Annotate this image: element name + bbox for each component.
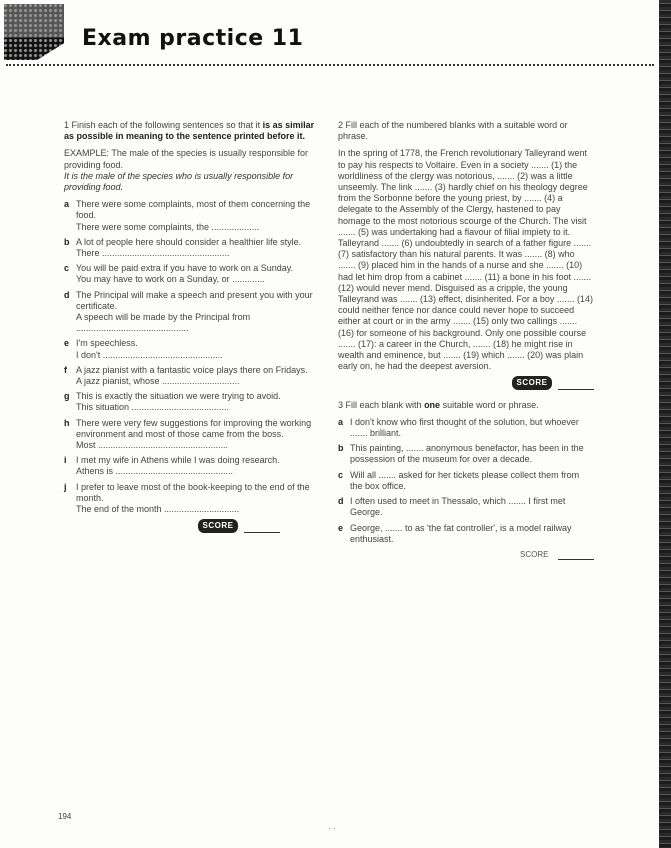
- example-block: [64, 148, 320, 193]
- example-answer: It is the male of the species who is usually responsible for providing food.: [64, 170, 294, 193]
- example-text: The male of the species is usually responsible for providing food.: [64, 148, 308, 170]
- score-badge: SCORE: [198, 519, 239, 532]
- item-answer-prompt: This situation .......................................: [76, 402, 230, 413]
- item-text: I'm speechless.: [76, 338, 138, 349]
- item-letter: c: [64, 263, 70, 274]
- item-text: The Principal will make a speech and present you with your certificate.: [76, 289, 313, 311]
- scan-artifact: · ·: [328, 824, 336, 833]
- item-letter: d: [338, 496, 344, 507]
- item-text: This is exactly the situation we were trying to avoid.: [76, 391, 281, 402]
- question-item-i: [64, 455, 320, 477]
- score-badge: SCORE: [520, 549, 549, 559]
- item-letter: b: [64, 236, 70, 247]
- section-1-score: [64, 519, 280, 532]
- question-item-e: [64, 338, 320, 360]
- page-number: 194: [58, 812, 72, 821]
- section-3-item-d: [338, 496, 594, 518]
- item-letter: g: [64, 391, 70, 402]
- item-answer-prompt: There ...................................................: [76, 248, 230, 259]
- instruction-text: 1 Finish each of the following sentences so that it: [64, 120, 261, 130]
- cloze-passage: In the spring of 1778, the French revolutionary Talleyrand went to pay his respects to Voltaire. Even in a society ....... (1) the worldliness of the clergy was notorious, ....... (2) was a little unseemly. The link ....... (3) hardly chief on his theology degree from the Sorbonne before the young priest, by ....... (4) a delegate to the Assembly of the Clergy, hastened to pay homage to the most notorious scourge of the Church. The visit ....... (5) was undertaking had a flavour of filial impiety to it. Talleyrand ....... (6) undoubtedly in search of a father figure ....... (7) satisfactory than his natural parents. It was ....... (8) who ....... (9) placed him in the hands of a nurse and she ....... (10) had let him drop from a cabinet ....... (11) a bone in his foot ....... (12) would never mend. Disguised as a cripple, the young Talleyrand was ....... (13) effect, disinherited. For a boy ....... (14) could neither fence nor dance could never hope to succeed either at court or in the army ....... (15) only two callings ....... (16) for someone of his background. Only one possible course ....... (17): a career in the Church, ....... (18) he might rise in wealth and eminence, but ....... (19) which ....... (20) was plain early on, he had the deepest aversion.: [338, 148, 593, 372]
- item-answer-prompt: A speech will be made by the Principal from .............................................: [76, 312, 251, 334]
- item-letter: d: [64, 289, 70, 300]
- item-text: I prefer to leave most of the book-keeping to the end of the month.: [76, 481, 310, 503]
- section-1: [64, 120, 320, 533]
- question-item-g: [64, 391, 320, 413]
- item-text: Will all ....... asked for her tickets please collect them from the box office.: [350, 469, 580, 491]
- question-item-a: [64, 199, 320, 233]
- item-answer-prompt: The end of the month ..............................: [76, 504, 240, 515]
- scan-edge-shadow: [659, 0, 671, 848]
- question-item-b: [64, 237, 320, 259]
- score-badge: SCORE: [512, 376, 553, 389]
- instruction-text: 3 Fill each blank with: [338, 399, 422, 410]
- corner-decoration: [4, 4, 64, 60]
- item-letter: j: [64, 481, 67, 492]
- title-divider: [6, 64, 654, 66]
- item-text: There were very few suggestions for improving the working environment and most of those came from the boss.: [76, 417, 312, 439]
- page-title: Exam practice 11: [82, 26, 304, 51]
- item-text: I don't know who first thought of the solution, but whoever ....... brilliant.: [350, 416, 579, 439]
- section-3-item-c: [338, 470, 594, 492]
- item-letter: c: [338, 469, 344, 480]
- score-blank: [244, 532, 280, 533]
- item-letter: e: [64, 338, 70, 349]
- item-letter: b: [338, 443, 344, 454]
- question-item-f: [64, 365, 320, 387]
- question-item-j: [64, 482, 320, 516]
- item-letter: h: [64, 417, 70, 428]
- item-answer-prompt: Athens is ...............................................: [76, 466, 234, 477]
- item-letter: i: [64, 455, 67, 466]
- section-3-item-a: [338, 417, 594, 439]
- item-text: This painting, ....... anonymous benefactor, has been in the possession of the museum for over a decade.: [350, 443, 584, 465]
- section-2-3: [338, 120, 594, 570]
- item-text: A jazz pianist with a fantastic voice plays there on Fridays.: [76, 364, 308, 375]
- instruction-bold: is as similar as possible in meaning to the sentence printed before it.: [64, 120, 315, 142]
- example-label: EXAMPLE:: [64, 148, 110, 159]
- question-item-d: [64, 290, 320, 335]
- section-2-instruction: 2 Fill each of the numbered blanks with a suitable word or phrase.: [338, 120, 568, 142]
- section-2-score: [338, 376, 594, 389]
- section-3-item-b: [338, 443, 594, 465]
- item-letter: f: [64, 364, 67, 375]
- item-letter: e: [338, 522, 344, 533]
- item-text: There were some complaints, most of them concerning the food.: [76, 199, 311, 221]
- item-text: I often used to meet in Thessalo, which ....... I first met George.: [350, 496, 566, 518]
- section-3-item-e: [338, 523, 594, 545]
- item-text: I met my wife in Athens while I was doing research.: [76, 455, 280, 466]
- item-letter: a: [338, 416, 344, 427]
- score-blank: [558, 559, 594, 560]
- item-text: You will be paid extra if you have to work on a Sunday.: [76, 263, 294, 274]
- item-text: George, ....... to as 'the fat controller', is a model railway enthusiast.: [350, 522, 572, 544]
- section-3-instruction: [338, 400, 594, 411]
- question-item-c: [64, 263, 320, 285]
- item-answer-prompt: Most ....................................................: [76, 440, 229, 451]
- item-answer-prompt: A jazz pianist, whose ...............................: [76, 376, 240, 387]
- score-blank: [558, 389, 594, 390]
- item-answer-prompt: You may have to work on a Sunday, or .............: [76, 274, 265, 285]
- section-1-instruction: [64, 120, 320, 142]
- instruction-bold: one: [424, 399, 441, 410]
- section-3-score: [338, 549, 594, 560]
- question-item-h: [64, 418, 320, 452]
- instruction-text: suitable word or phrase.: [442, 399, 539, 410]
- item-letter: a: [64, 199, 70, 210]
- item-text: A lot of people here should consider a healthier life style.: [76, 236, 302, 247]
- item-answer-prompt: There were some complaints, the ...................: [76, 221, 260, 232]
- item-answer-prompt: I don't ................................................: [76, 349, 223, 360]
